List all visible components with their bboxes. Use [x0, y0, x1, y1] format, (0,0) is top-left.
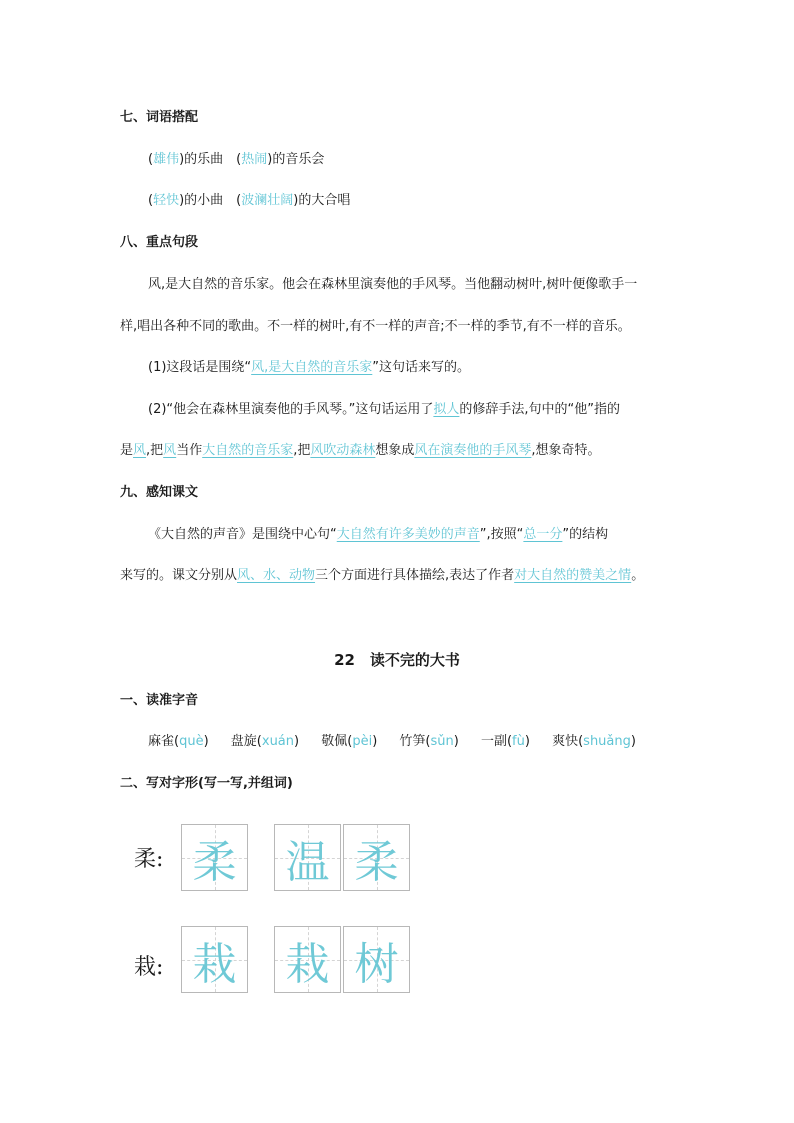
- summary-line-1: [148, 525, 608, 545]
- text: )的大合唱: [293, 193, 351, 208]
- pinyin: què: [179, 734, 204, 749]
- word: 竹笋(: [399, 734, 431, 749]
- lesson-section-2-title: 二、写对字形(写一写,并组词): [120, 776, 293, 791]
- text: 当作: [176, 443, 203, 458]
- text: )的小曲 (: [179, 193, 242, 208]
- text: 《大自然的声音》是围绕中心句“: [148, 527, 337, 542]
- pinyin: shuǎng: [583, 734, 631, 749]
- word: 敬佩(: [321, 734, 353, 749]
- grid-char: 栽: [285, 938, 330, 990]
- text: 想象成: [375, 443, 415, 458]
- paren: ): [294, 734, 300, 749]
- text: 是: [120, 443, 134, 458]
- answer: 轻快: [153, 193, 180, 208]
- section-8-title: 八、重点句段: [120, 235, 199, 250]
- paren: ): [524, 734, 530, 749]
- question-1: [148, 358, 470, 378]
- question-2-continued: [120, 441, 601, 461]
- text: (2)“他会在森林里演奏他的手风琴。”这句话运用了: [148, 402, 434, 417]
- pinyin-item: [148, 734, 209, 749]
- char-label: 栽:: [134, 955, 164, 980]
- grid-char: 温: [285, 836, 330, 888]
- pinyin: fù: [512, 734, 525, 749]
- char-label: 柔:: [134, 847, 164, 872]
- char-grid-cell: [274, 926, 341, 993]
- text: (1)这段话是围绕“: [148, 360, 252, 375]
- text: ”这句话来写的。: [372, 360, 471, 375]
- paren: ): [630, 734, 636, 749]
- char-grid-cell: [181, 824, 248, 891]
- word: 一副(: [480, 734, 513, 749]
- question-2: [148, 400, 620, 420]
- answer: 热闹: [241, 152, 268, 167]
- pinyin: pèi: [352, 734, 373, 749]
- text: ,把: [146, 443, 164, 458]
- answer: 风,是大自然的音乐家: [251, 360, 373, 375]
- grid-char: 栽: [192, 938, 237, 990]
- answer: 波澜壮阔: [241, 193, 294, 208]
- char-grid-cell: [274, 824, 341, 891]
- pinyin-item: [552, 734, 636, 749]
- text: ,把: [293, 443, 311, 458]
- answer: 总一分: [523, 527, 563, 542]
- grid-char: 柔: [354, 836, 399, 888]
- answer: 风: [133, 443, 147, 458]
- text: )的音乐会: [267, 152, 325, 167]
- passage-line-2: 样,唱出各种不同的歌曲。不一样的树叶,有不一样的声音;不一样的季节,有不一样的音乐。: [120, 319, 631, 334]
- grid-char: 柔: [192, 836, 237, 888]
- lesson-title: 22 读不完的大书: [334, 651, 460, 669]
- answer: 大自然的音乐家: [202, 443, 294, 458]
- grid-char: 树: [354, 938, 399, 990]
- summary-line-2: [120, 566, 644, 586]
- answer: 风、水、动物: [237, 568, 316, 583]
- collocation-row-1: [148, 150, 324, 170]
- paren: ): [453, 734, 459, 749]
- char-grid-cell: [343, 824, 410, 891]
- char-grid-cell: [343, 926, 410, 993]
- text: 来写的。课文分别从: [120, 568, 238, 583]
- answer: 大自然有许多美妙的声音: [336, 527, 480, 542]
- answer: 对大自然的赞美之情: [514, 568, 632, 583]
- pinyin-item: [399, 734, 458, 749]
- char-grid-cell: [181, 926, 248, 993]
- answer: 风在演奏他的手风琴: [414, 443, 532, 458]
- answer: 拟人: [433, 402, 460, 417]
- word: 爽快(: [552, 734, 584, 749]
- passage-line-1: 风,是大自然的音乐家。他会在森林里演奏他的手风琴。当他翻动树叶,树叶便像歌手一: [148, 277, 638, 292]
- paren: ): [372, 734, 378, 749]
- text: ”,按照“: [479, 527, 524, 542]
- text: ,想象奇特。: [531, 443, 601, 458]
- paren: ): [203, 734, 209, 749]
- text: 。: [631, 568, 645, 583]
- pinyin-item: [231, 734, 299, 749]
- pinyin: sǔn: [430, 734, 454, 749]
- text: )的乐曲 (: [179, 152, 242, 167]
- text: ”的结构: [562, 527, 609, 542]
- text: 的修辞手法,句中的“他”指的: [459, 402, 621, 417]
- pinyin-list: [148, 732, 636, 752]
- pinyin: xuán: [261, 734, 295, 749]
- answer: 雄伟: [153, 152, 180, 167]
- section-7-title: 七、词语搭配: [120, 110, 199, 125]
- pinyin-item: [321, 734, 377, 749]
- text: (: [148, 152, 154, 167]
- lesson-section-1-title: 一、读准字音: [120, 693, 199, 708]
- answer: 风吹动森林: [310, 443, 376, 458]
- word: 麻雀(: [148, 734, 180, 749]
- pinyin-item: [481, 734, 530, 749]
- section-9-title: 九、感知课文: [120, 485, 199, 500]
- word: 盘旋(: [230, 734, 262, 749]
- answer: 风: [163, 443, 177, 458]
- collocation-row-2: [148, 191, 350, 211]
- text: (: [148, 193, 154, 208]
- text: 三个方面进行具体描绘,表达了作者: [315, 568, 515, 583]
